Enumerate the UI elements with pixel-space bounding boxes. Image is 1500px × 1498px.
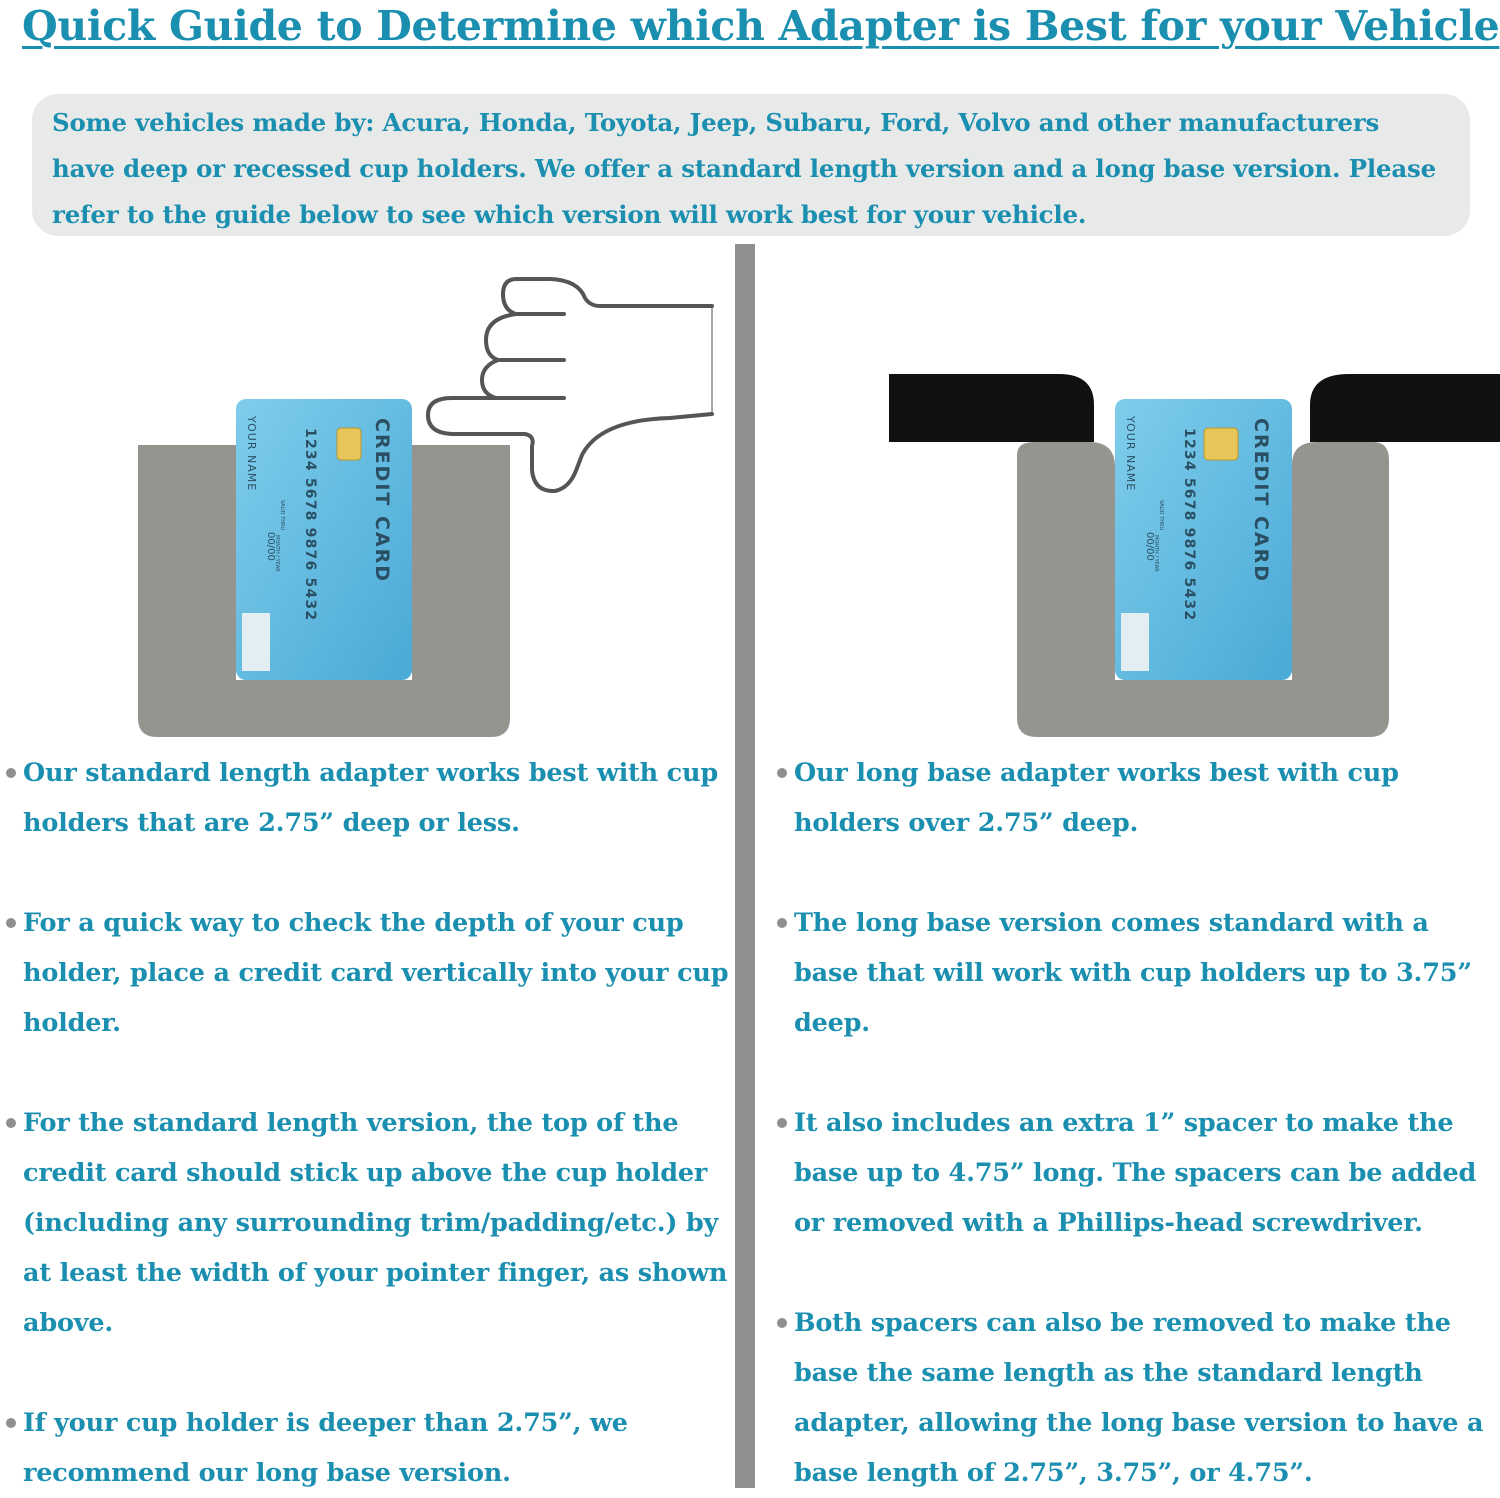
card-title: CREDIT CARD	[371, 418, 393, 584]
bullet-item: The long base version comes standard with a base that will work with cup holders up to 3.75” deep.	[794, 898, 1494, 1048]
credit-card-icon	[236, 399, 412, 680]
credit-card-icon	[1115, 399, 1292, 680]
intro-line-2: have deep or recessed cup holders. We offer a standard length version and a long base version. Please	[52, 154, 1437, 183]
bullet-item: Our long base adapter works best with cup holders over 2.75” deep.	[794, 748, 1494, 848]
card-number: 1234 5678 9876 5432	[1181, 428, 1197, 622]
card-date: 00/00	[1144, 532, 1155, 561]
card-number: 1234 5678 9876 5432	[302, 428, 318, 622]
card-valid-label: VALID THRU	[279, 500, 285, 531]
card-valid-label: VALID THRU	[1158, 500, 1164, 531]
bullet-item: Our standard length adapter works best with cup holders that are 2.75” deep or less.	[23, 748, 733, 848]
bullet-item: If your cup holder is deeper than 2.75”, we recommend our long base version.	[23, 1398, 733, 1498]
page-title: Quick Guide to Determine which Adapter is Best for your Vehicle	[22, 2, 1500, 50]
card-name: YOUR NAME	[1124, 416, 1137, 492]
card-date-label: MONTH / YEAR	[1153, 535, 1159, 572]
bullet-item: For a quick way to check the depth of your cup holder, place a credit card vertically into your cup holder.	[23, 898, 733, 1048]
long-base-version-bullets	[794, 748, 1494, 1498]
card-date-label: MONTH / YEAR	[274, 535, 280, 572]
bullet-item: It also includes an extra 1” spacer to make the base up to 4.75” long. The spacers can be added or removed with a Phillips-head screwdriver.	[794, 1098, 1494, 1248]
intro-line-1: Some vehicles made by: Acura, Honda, Toyota, Jeep, Subaru, Ford, Volvo and other manufacturers	[52, 108, 1380, 137]
card-date: 00/00	[265, 532, 276, 561]
standard-version-bullets	[23, 748, 733, 1498]
bullet-item: For the standard length version, the top of the credit card should stick up above the cup holder (including any surrounding trim/padding/etc.) by at least the width of your pointer finger, as shown above.	[23, 1098, 733, 1348]
trim-right	[1310, 374, 1500, 442]
intro-line-3: refer to the guide below to see which version will work best for your vehicle.	[52, 200, 1087, 229]
card-title: CREDIT CARD	[1250, 418, 1272, 584]
intro-box	[32, 94, 1470, 236]
long-base-cup-holder-illustration	[889, 270, 1500, 745]
bullet-item: Both spacers can also be removed to make the base the same length as the standard length adapter, allowing the long base version to have a base length of 2.75”, 3.75”, or 4.75”.	[794, 1298, 1494, 1498]
column-divider	[735, 244, 755, 1488]
standard-cup-holder-illustration	[130, 270, 730, 745]
card-name: YOUR NAME	[245, 416, 258, 492]
trim-left	[889, 374, 1094, 442]
